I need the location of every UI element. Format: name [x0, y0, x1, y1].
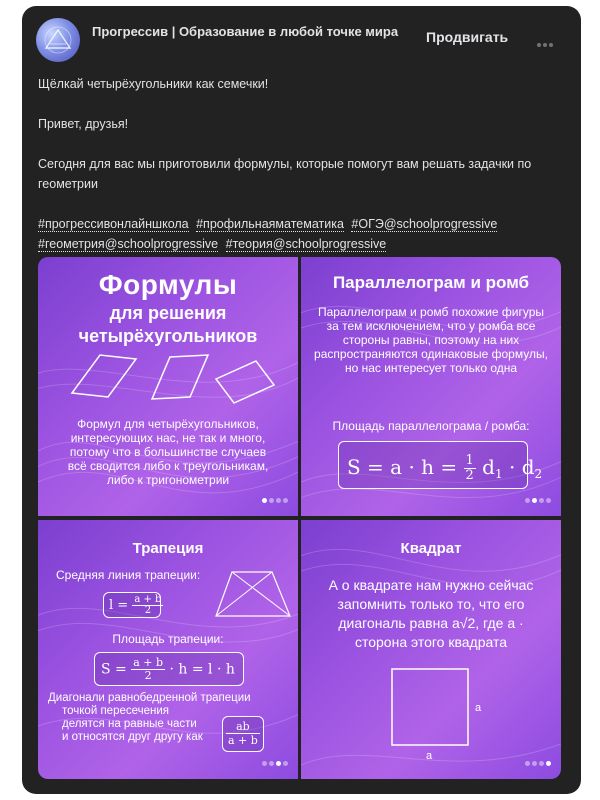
image-tile-square[interactable]: [301, 520, 561, 779]
area-formula: [94, 652, 244, 686]
post-line-3: Сегодня для вас мы приготовили формулы, которые помогут вам решать задачки по геометрии: [38, 157, 532, 191]
midline-label: Средняя линия трапеции:: [56, 568, 201, 582]
tile-title: четырёхугольников: [78, 326, 258, 346]
formula-d2-sub: 2: [534, 467, 543, 481]
fraction: $\frac{1}{2}$: [465, 453, 474, 483]
ratio-formula: [222, 716, 264, 752]
formula-d1: d: [482, 455, 495, 479]
hashtags: [38, 214, 568, 254]
tile-body: А о квадрате нам нужно сейчас запомнить только то, что его диагональ равна a√2, где а · сторона этого квадрата: [328, 577, 534, 650]
formula-dot: ·: [508, 455, 516, 479]
area-label: Площадь параллелограма / ромба:: [332, 419, 530, 433]
body-line: точкой пересечения: [62, 705, 170, 717]
body-line: и относятся друг другу как: [62, 731, 203, 743]
image-tile-formulas[interactable]: [38, 257, 298, 516]
group-avatar[interactable]: [36, 18, 80, 62]
tile-title: Формулы: [98, 269, 238, 300]
fraction: $\frac{a + b}{2}$: [133, 656, 164, 682]
tile-title: Параллелограм и ромб: [332, 273, 530, 292]
slide-dots: [260, 490, 288, 508]
hashtag-link[interactable]: #теория@schoolprogressive: [225, 237, 387, 251]
slide-dots: [523, 753, 551, 771]
formula-left: S =: [101, 661, 127, 678]
group-name[interactable]: Прогрессив | Образование в любой точке мира: [92, 24, 399, 39]
image-tile-trapezoid[interactable]: [38, 520, 298, 779]
midline-formula: [103, 592, 161, 618]
formula-d1-sub: 1: [494, 467, 503, 481]
more-horizontal-icon[interactable]: [537, 34, 557, 42]
formula-right: · h = l · h: [169, 661, 235, 678]
hashtag-link[interactable]: #ОГЭ@schoolprogressive: [351, 217, 498, 231]
formula-left: S = a · h =: [347, 455, 458, 479]
body-line: делятся на равные части: [62, 718, 197, 730]
slide-dots: [260, 753, 288, 771]
square-side-label: а: [426, 750, 433, 762]
fraction: $\frac{a + b}{2}$: [134, 594, 162, 616]
tile-body: Параллелограм и ромб похожие фигуры за тем исключением, что у ромба все стороны равны, поэтому на них распространяются одинаковые формулы, но нас интересует только одна: [314, 305, 548, 375]
area-formula: [338, 441, 543, 489]
tile-title: Квадрат: [400, 540, 462, 557]
tile-title: Трапеция: [132, 540, 204, 557]
fraction: $\frac{ab}{a + b}$: [228, 720, 258, 747]
square-illustration: [391, 668, 471, 748]
hashtag-link[interactable]: #профильнаяматематика: [196, 217, 344, 231]
post-line-1: Щёлкай четырёхугольники как семечки!: [38, 77, 269, 91]
formula-left: l =: [109, 598, 129, 613]
promote-button[interactable]: Продвигать: [426, 29, 509, 45]
hashtag-link[interactable]: #прогрессивонлайншкола: [38, 217, 189, 231]
trapezoid-illustration: [214, 566, 294, 622]
area-label: Площадь трапеции:: [112, 632, 224, 646]
formula-d2: d: [521, 455, 535, 479]
square-side-label: а: [475, 702, 482, 714]
hashtag-link[interactable]: #геометрия@schoolprogressive: [38, 237, 219, 251]
image-tile-parallelogram[interactable]: [301, 257, 561, 516]
tile-body: Формул для четырёхугольников, интересующих нас, не так и много, потому что в большинстве случаев всё сводится либо к треугольникам, либо к тригонометрии: [67, 417, 269, 487]
quadrilaterals-illustration: [38, 349, 298, 411]
post-header: [22, 6, 581, 72]
slide-dots: [523, 490, 551, 508]
post-card: [22, 6, 581, 794]
image-grid: [38, 257, 561, 781]
post-line-2: Привет, друзья!: [38, 117, 129, 131]
tile-title: для решения: [109, 303, 227, 323]
post-text: [38, 74, 568, 254]
body-line: Диагонали равнобедренной трапеции: [48, 692, 251, 704]
